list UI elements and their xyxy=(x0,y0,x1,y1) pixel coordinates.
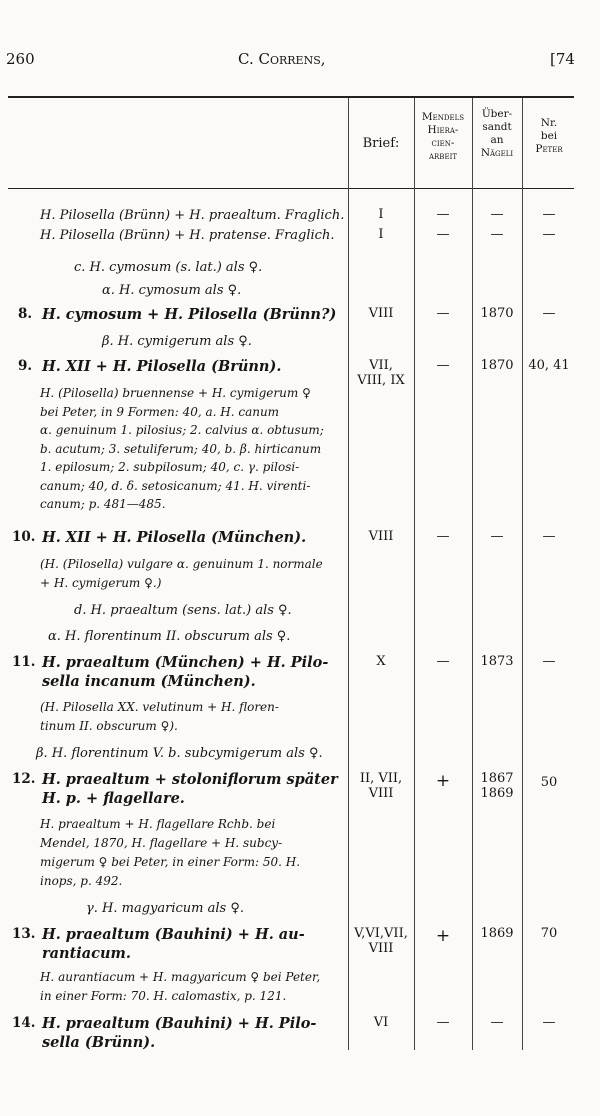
cell-nr: — xyxy=(542,654,556,669)
entry-title: H. praealtum (München) + H. Pilo- sella incanum (München). xyxy=(42,654,329,690)
cell-brief: V,VI,VII, VIII xyxy=(354,926,408,956)
cell-nr: — xyxy=(542,227,556,242)
cell-mendels: + xyxy=(435,926,451,946)
entry-title: H. praealtum + stoloniflorum später H. p. + flagellare. xyxy=(42,771,338,807)
page-number: 260 xyxy=(6,50,35,68)
cell-brief: VII, VIII, IX xyxy=(357,358,405,388)
subsection-heading: α. H. florentinum II. obscurum als ♀. xyxy=(48,629,291,644)
cell-nr: 70 xyxy=(540,926,558,941)
cell-uebersandt: — xyxy=(490,1015,504,1030)
entry-number: 14. xyxy=(12,1015,36,1031)
cell-brief: I xyxy=(378,227,384,242)
cell-nr: — xyxy=(542,306,556,321)
row-text: H. Pilosella (Brünn) + H. pratense. Fraglich. xyxy=(40,228,335,243)
cell-mendels: — xyxy=(436,654,450,669)
section-heading: c. H. cymosum (s. lat.) als ♀. xyxy=(74,260,263,275)
subsection-heading: α. H. cymosum als ♀. xyxy=(102,283,242,298)
entry-number: 11. xyxy=(12,654,36,670)
cell-brief: II, VII, VIII xyxy=(359,771,403,801)
cell-mendels: — xyxy=(436,207,450,222)
cell-brief: VIII xyxy=(368,306,394,321)
entry-title: H. cymosum + H. Pilosella (Brünn?) xyxy=(42,306,337,323)
subsection-heading: γ. H. magyaricum als ♀. xyxy=(86,901,244,916)
cell-uebersandt: — xyxy=(490,207,504,222)
running-author: C. Correns, xyxy=(238,50,326,68)
entry-title: H. XII + H. Pilosella (München). xyxy=(42,529,307,546)
subsection-heading: β. H. cymigerum als ♀. xyxy=(102,334,252,349)
cell-nr: 50 xyxy=(540,775,558,790)
cell-uebersandt: — xyxy=(490,227,504,242)
table-top-rule xyxy=(8,96,574,98)
cell-uebersandt: — xyxy=(490,529,504,544)
header-uebersandt: Über- sandt an Nägeli xyxy=(480,108,514,159)
subsection-heading: β. H. florentinum V. b. subcymigerum als ♀. xyxy=(36,746,323,761)
cell-brief: I xyxy=(378,207,384,222)
entry-number: 13. xyxy=(12,926,36,942)
entry-title: H. praealtum (Bauhini) + H. au- rantiacum. xyxy=(42,926,305,962)
cell-brief: VI xyxy=(373,1015,389,1030)
entry-number: 12. xyxy=(12,771,36,787)
entry-description: (H. Pilosella XX. velutinum + H. floren- tinum II. obscurum ♀). xyxy=(40,700,279,733)
cell-brief: VIII xyxy=(368,529,394,544)
header-nr-peter: Nr. bei Peter xyxy=(535,117,563,155)
entry-description: H. praealtum + H. flagellare Rchb. bei Mendel, 1870, H. flagellare + H. subcy- migerum ♀ bei Peter, in einer Form: 50. H. inops, p. 492. xyxy=(40,817,301,888)
cell-uebersandt: 1870 xyxy=(480,306,514,321)
cell-mendels: — xyxy=(436,306,450,321)
cell-uebersandt: 1869 xyxy=(480,926,514,941)
header-brief: Brief: xyxy=(362,136,400,151)
cell-uebersandt: 1873 xyxy=(480,654,514,669)
entry-description: H. aurantiacum + H. magyaricum ♀ bei Peter, in einer Form: 70. H. calomastix, p. 121. xyxy=(40,970,321,1003)
cell-uebersandt: 1870 xyxy=(480,358,514,373)
cell-mendels: — xyxy=(436,358,450,373)
cell-nr: — xyxy=(542,1015,556,1030)
entry-number: 10. xyxy=(12,529,36,545)
cell-nr: — xyxy=(542,207,556,222)
entry-description: (H. (Pilosella) vulgare α. genuinum 1. normale + H. cymigerum ♀.) xyxy=(40,557,323,590)
cell-nr: 40, 41 xyxy=(528,358,570,373)
cell-mendels: — xyxy=(436,529,450,544)
cell-mendels: — xyxy=(436,1015,450,1030)
table-header-rule xyxy=(8,188,574,189)
entry-title: H. XII + H. Pilosella (Brünn). xyxy=(42,358,282,375)
cell-nr: — xyxy=(542,529,556,544)
cell-brief: X xyxy=(376,654,386,669)
cell-mendels: + xyxy=(435,771,451,791)
running-bracket: [74 xyxy=(550,50,575,68)
entry-description: H. (Pilosella) bruennense + H. cymigerum ♀ bei Peter, in 9 Formen: 40, a. H. canum α. genuinum 1. pilosius; 2. calvius α. obtusum; b. acutum; 3. setuliferum; 40, b. β. hirticanum 1. epilosum; 2. subpilosum; 40, c. γ. pilosi- canum; 40, d. δ. setosicanum; 41. H. virenti- canum; p. 481—485. xyxy=(40,386,324,511)
entry-number: 9. xyxy=(18,358,33,374)
cell-mendels: — xyxy=(436,227,450,242)
section-heading: d. H. praealtum (sens. lat.) als ♀. xyxy=(74,603,292,618)
cell-uebersandt: 1867 1869 xyxy=(480,771,514,801)
entry-number: 8. xyxy=(18,306,33,322)
row-text: H. Pilosella (Brünn) + H. praealtum. Fraglich. xyxy=(40,208,345,223)
entry-title: H. praealtum (Bauhini) + H. Pilo- sella (Brünn). xyxy=(42,1015,317,1051)
header-mendels: Mendels Hiera- cien- arbeit xyxy=(421,111,465,162)
